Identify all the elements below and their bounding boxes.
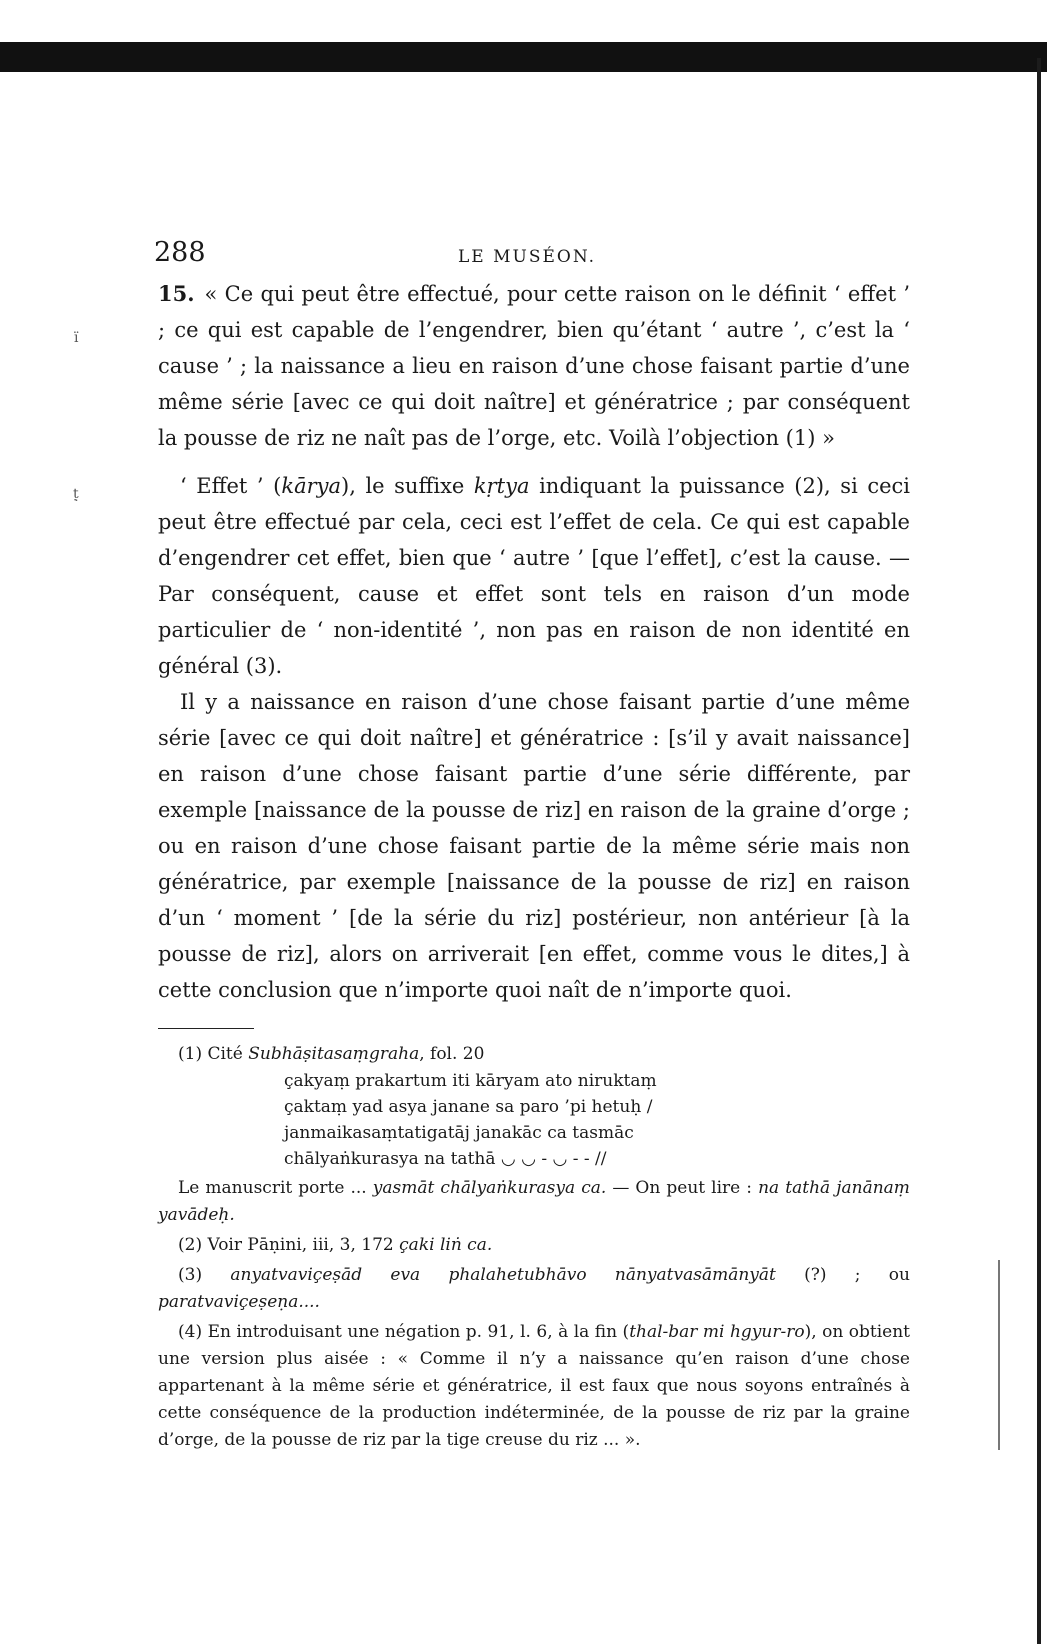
source-title: Subhāṣitasaṃgraha xyxy=(248,1044,420,1064)
text-span: ), on obtient une version plus aisée : « Comme il n’y a naissance qu’en raison d’une chose appartenant à la même série et génératrice, il est faux que nous soyons entraînés à cette conséquence de la production indéterminée, de la pousse de riz par la graine d’orge, de la pousse de riz par la tige creuse du riz ... ». xyxy=(158,1322,910,1450)
running-head xyxy=(154,232,910,276)
text-span: , fol. 20 xyxy=(419,1044,485,1064)
footnotes xyxy=(158,1041,910,1454)
scan-right-edge xyxy=(1037,58,1041,1644)
text-span: (3) xyxy=(178,1265,231,1285)
text-italic: thal-bar mi hgyur-ro xyxy=(629,1322,805,1342)
verse-line: chālyaṅkurasya na tathā ◡ ◡ - ◡ - - // xyxy=(284,1149,607,1169)
paragraph-effet xyxy=(158,468,910,684)
term-karya: kārya xyxy=(281,474,342,498)
text-span: indiquant la puissance (2), si ceci peut être effectué par cela, ceci est l’effet de cela. Ce qui est capable d’engendrer cet effet, bien que ‘ autre ’ [que l’effet], c’est la cause. — Par conséquent, cause et effet sont tels en raison d’un mode particulier de ‘ non-identité ’, non pas en raison de non identité en général (3). xyxy=(158,474,911,678)
verse-block xyxy=(158,1068,910,1172)
scan-top-border xyxy=(0,42,1047,72)
text-italic: çaki liṅ ca. xyxy=(399,1235,493,1255)
text-italic: anyatvaviçeṣād eva phalahetubhāvo nānyatvasāmānyāt xyxy=(230,1265,776,1285)
text-italic: yasmāt chālyaṅkurasya ca. xyxy=(372,1178,607,1198)
footnote-4 xyxy=(158,1319,910,1454)
footnote-1 xyxy=(158,1041,910,1068)
page-number: 288 xyxy=(154,237,206,268)
paragraph-objection xyxy=(158,276,910,456)
footnote-3 xyxy=(158,1262,910,1316)
page-content xyxy=(154,232,911,1454)
text-span: ), le suffixe xyxy=(341,474,474,498)
text-span: — On peut lire : xyxy=(606,1178,759,1198)
scan-margin-line xyxy=(998,1260,1000,1450)
text-italic: na tathā janānaṃ yavādeḥ. xyxy=(158,1178,911,1225)
text-span: (1) Cité xyxy=(178,1044,249,1064)
section-number: 15. xyxy=(158,281,195,306)
verse-line: çakyaṃ prakartum iti kāryam ato niruktaṃ xyxy=(284,1071,657,1091)
main-text xyxy=(158,276,910,1008)
verse-line: çaktaṃ yad asya janane sa paro ’pi hetuḥ / xyxy=(284,1097,653,1117)
text-italic: paratvaviçeṣeṇa.... xyxy=(158,1292,320,1312)
journal-title: LE MUSÉON. xyxy=(458,247,597,267)
text-span: Le manuscrit porte ... xyxy=(178,1178,373,1198)
text-span: (2) Voir Pāṇini, iii, 3, 172 xyxy=(178,1235,400,1255)
text-span: (4) En introduisant une négation p. 91, l. 6, à la fin ( xyxy=(178,1322,630,1342)
text-span: ‘ Effet ’ ( xyxy=(180,474,282,498)
term-krtya: kṛtya xyxy=(473,474,530,498)
footnote-separator xyxy=(158,1028,254,1029)
margin-mark: ṭ̣ xyxy=(73,486,79,502)
footnote-2 xyxy=(158,1232,910,1259)
paragraph-naissance: Il y a naissance en raison d’une chose faisant partie d’une même série [avec ce qui doit naître] et génératrice : [s’il y avait naissance] en raison d’une chose faisant partie d’une série différente, par exemple [naissance de la pousse de riz] en raison de la graine d’orge ; ou en raison d’une chose faisant partie de la même série mais non génératrice, par exemple [naissance de la pousse de riz] en raison d’un ‘ moment ’ [de la série du riz] postérieur, non antérieur [à la pousse de riz], alors on arriverait [en effet, comme vous le dites,] à cette conclusion que n’importe quoi naît de n’importe quoi. xyxy=(158,690,910,1002)
footnote-1-manuscript-note xyxy=(158,1175,910,1229)
margin-mark: ï xyxy=(74,330,79,346)
verse-line: janmaikasaṃtatigatāj janakāc ca tasmāc xyxy=(284,1123,634,1143)
paragraph-text: « Ce qui peut être effectué, pour cette raison on le définit ‘ effet ’ ; ce qui est capable de l’engendrer, bien qu’étant ‘ autre ’, c’est la ‘ cause ’ ; la naissance a lieu en raison d’une chose faisant partie d’une même série [avec ce qui doit naître] et génératrice ; par conséquent la pousse de riz ne naît pas de l’orge, etc. Voilà l’objection (1) » xyxy=(158,282,910,450)
text-span: (?) ; ou xyxy=(775,1265,910,1285)
